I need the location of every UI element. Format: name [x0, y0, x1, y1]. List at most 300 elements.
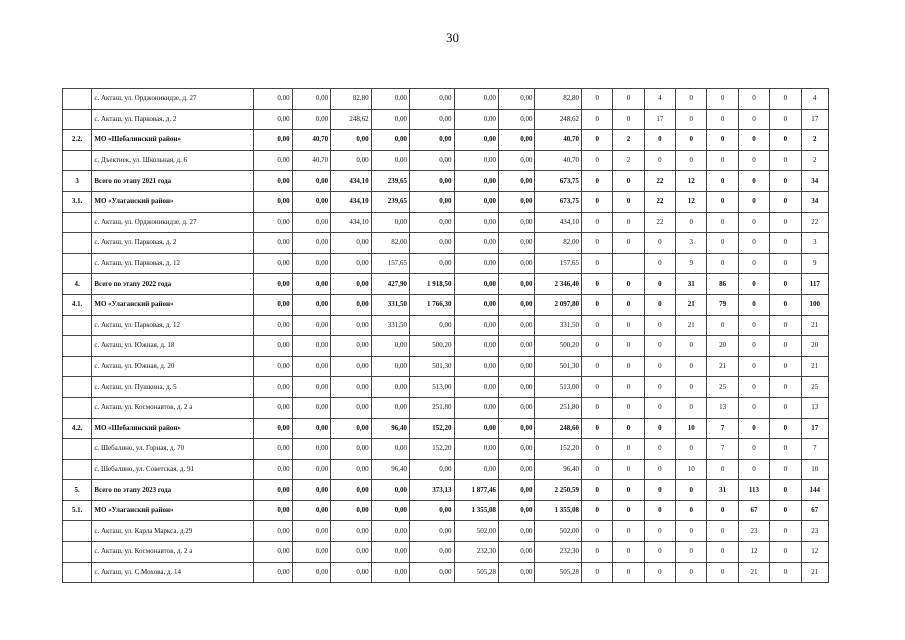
value-cell: 157,65	[371, 253, 409, 274]
count-cell: 0	[770, 89, 801, 110]
value-cell: 0,00	[499, 233, 535, 254]
value-cell: 0,00	[499, 191, 535, 212]
count-cell: 0	[707, 315, 738, 336]
count-cell: 0	[738, 89, 769, 110]
value-cell: 0,00	[410, 233, 455, 254]
count-cell: 0	[738, 336, 769, 357]
value-cell: 513,00	[410, 377, 455, 398]
count-cell: 13	[801, 397, 828, 418]
value-cell: 434,10	[331, 171, 371, 192]
value-cell: 0,00	[292, 294, 330, 315]
count-cell: 0	[613, 542, 644, 563]
count-cell: 0	[644, 356, 675, 377]
count-cell: 21	[801, 562, 828, 583]
value-cell: 0,00	[499, 89, 535, 110]
value-cell: 0,00	[254, 315, 292, 336]
value-cell: 0,00	[410, 212, 455, 233]
count-cell: 0	[738, 377, 769, 398]
value-cell: 0,00	[254, 171, 292, 192]
value-cell: 2 346,40	[535, 274, 582, 295]
count-cell: 0	[738, 274, 769, 295]
value-cell: 0,00	[410, 171, 455, 192]
value-cell: 40,70	[535, 150, 582, 171]
count-cell: 0	[644, 274, 675, 295]
value-cell: 0,00	[499, 521, 535, 542]
address-cell: с. Акташ, ул. Орджоникидзе, д. 27	[92, 89, 254, 110]
count-cell: 0	[676, 562, 707, 583]
table-row	[63, 315, 829, 336]
value-cell: 0,00	[292, 562, 330, 583]
count-cell: 0	[644, 253, 675, 274]
value-cell: 0,00	[292, 377, 330, 398]
row-number-cell	[63, 377, 92, 398]
count-cell: 0	[707, 459, 738, 480]
count-cell: 0	[707, 191, 738, 212]
value-cell: 0,00	[499, 500, 535, 521]
value-cell: 0,00	[454, 171, 499, 192]
count-cell: 0	[770, 480, 801, 501]
count-cell: 23	[738, 521, 769, 542]
count-cell: 0	[613, 439, 644, 460]
count-cell: 0	[738, 130, 769, 151]
value-cell: 0,00	[331, 459, 371, 480]
count-cell: 0	[613, 315, 644, 336]
row-number-cell	[63, 542, 92, 563]
value-cell: 0,00	[331, 500, 371, 521]
count-cell: 0	[644, 439, 675, 460]
count-cell: 0	[613, 500, 644, 521]
value-cell: 1 918,50	[410, 274, 455, 295]
address-cell: с. Акташ, ул. Южная, д. 18	[92, 336, 254, 357]
value-cell: 0,00	[331, 336, 371, 357]
count-cell: 10	[801, 459, 828, 480]
value-cell: 251,80	[410, 397, 455, 418]
value-cell: 239,65	[371, 171, 409, 192]
value-cell: 0,00	[410, 150, 455, 171]
table-row	[63, 171, 829, 192]
count-cell: 0	[770, 542, 801, 563]
value-cell: 152,20	[410, 418, 455, 439]
count-cell: 20	[801, 336, 828, 357]
row-number-cell	[63, 253, 92, 274]
value-cell: 0,00	[371, 377, 409, 398]
value-cell: 0,00	[292, 89, 330, 110]
value-cell: 0,00	[254, 191, 292, 212]
count-cell: 0	[707, 130, 738, 151]
value-cell: 82,80	[331, 89, 371, 110]
count-cell: 0	[613, 171, 644, 192]
count-cell: 0	[738, 191, 769, 212]
value-cell: 502,00	[454, 521, 499, 542]
address-cell: с. Дъектиек, ул. Школьная, д. 6	[92, 150, 254, 171]
table-row	[63, 480, 829, 501]
count-cell: 113	[738, 480, 769, 501]
count-cell: 0	[582, 253, 613, 274]
value-cell: 0,00	[454, 109, 499, 130]
address-cell: с. Шебалино, ул. Советская, д. 91	[92, 459, 254, 480]
value-cell: 0,00	[499, 274, 535, 295]
count-cell: 0	[644, 521, 675, 542]
value-cell: 0,00	[292, 171, 330, 192]
value-cell: 0,00	[254, 294, 292, 315]
value-cell: 1 355,08	[535, 500, 582, 521]
row-number-cell	[63, 397, 92, 418]
value-cell: 0,00	[254, 459, 292, 480]
count-cell: 0	[676, 212, 707, 233]
count-cell: 0	[613, 418, 644, 439]
value-cell: 0,00	[254, 521, 292, 542]
value-cell: 0,00	[331, 130, 371, 151]
value-cell: 0,00	[292, 274, 330, 295]
page-number: 30	[446, 30, 459, 45]
address-cell: Всего по этапу 2021 года	[92, 171, 254, 192]
value-cell: 0,00	[292, 500, 330, 521]
table-body	[63, 89, 829, 583]
count-cell: 0	[613, 233, 644, 254]
count-cell: 3	[676, 233, 707, 254]
value-cell: 0,00	[454, 150, 499, 171]
count-cell: 25	[707, 377, 738, 398]
count-cell: 0	[582, 459, 613, 480]
count-cell: 0	[738, 439, 769, 460]
count-cell: 2	[801, 130, 828, 151]
value-cell: 0,00	[371, 212, 409, 233]
count-cell: 0	[676, 109, 707, 130]
row-number-cell: 3	[63, 171, 92, 192]
count-cell: 0	[707, 562, 738, 583]
count-cell: 0	[770, 500, 801, 521]
count-cell: 0	[738, 418, 769, 439]
count-cell: 0	[676, 480, 707, 501]
count-cell: 0	[707, 233, 738, 254]
value-cell: 0,00	[254, 336, 292, 357]
value-cell: 0,00	[454, 212, 499, 233]
address-cell: МО «Шебалинский район»	[92, 418, 254, 439]
value-cell: 0,00	[254, 480, 292, 501]
value-cell: 0,00	[331, 562, 371, 583]
count-cell: 0	[582, 521, 613, 542]
count-cell: 22	[644, 191, 675, 212]
count-cell: 0	[676, 397, 707, 418]
count-cell: 0	[613, 294, 644, 315]
count-cell: 22	[644, 212, 675, 233]
row-number-cell	[63, 212, 92, 233]
count-cell: 0	[770, 397, 801, 418]
value-cell: 0,00	[371, 89, 409, 110]
value-cell: 0,00	[254, 253, 292, 274]
count-cell: 0	[676, 336, 707, 357]
address-cell: с. Акташ, ул. Южная, д. 20	[92, 356, 254, 377]
value-cell: 0,00	[410, 500, 455, 521]
row-number-cell	[63, 439, 92, 460]
count-cell: 0	[644, 542, 675, 563]
row-number-cell	[63, 562, 92, 583]
value-cell: 0,00	[254, 212, 292, 233]
count-cell: 67	[801, 500, 828, 521]
count-cell: 0	[738, 212, 769, 233]
value-cell: 0,00	[410, 130, 455, 151]
count-cell: 23	[801, 521, 828, 542]
count-cell: 0	[676, 500, 707, 521]
value-cell: 0,00	[454, 294, 499, 315]
value-cell: 0,00	[254, 89, 292, 110]
row-number-cell: 4.2.	[63, 418, 92, 439]
value-cell: 0,00	[499, 377, 535, 398]
count-cell: 0	[676, 89, 707, 110]
value-cell: 239,65	[371, 191, 409, 212]
address-cell: с. Акташ, ул. Парковая, д. 2	[92, 233, 254, 254]
count-cell: 0	[582, 542, 613, 563]
value-cell: 0,00	[499, 150, 535, 171]
value-cell: 1 766,30	[410, 294, 455, 315]
count-cell: 22	[801, 212, 828, 233]
value-cell: 673,75	[535, 191, 582, 212]
count-cell: 0	[707, 89, 738, 110]
count-cell: 0	[582, 500, 613, 521]
count-cell: 100	[801, 294, 828, 315]
count-cell: 0	[707, 171, 738, 192]
count-cell: 0	[613, 356, 644, 377]
count-cell: 0	[707, 500, 738, 521]
value-cell: 505,28	[454, 562, 499, 583]
count-cell: 21	[707, 356, 738, 377]
value-cell: 0,00	[371, 562, 409, 583]
count-cell: 0	[644, 397, 675, 418]
count-cell: 22	[644, 171, 675, 192]
value-cell: 0,00	[454, 377, 499, 398]
value-cell: 0,00	[292, 356, 330, 377]
value-cell: 248,62	[535, 109, 582, 130]
address-cell: МО «Улаганский район»	[92, 294, 254, 315]
count-cell: 0	[582, 480, 613, 501]
count-cell: 0	[707, 542, 738, 563]
value-cell: 0,00	[454, 130, 499, 151]
value-cell: 248,62	[331, 109, 371, 130]
value-cell: 82,00	[371, 233, 409, 254]
value-cell: 0,00	[254, 418, 292, 439]
count-cell: 7	[707, 418, 738, 439]
table-row	[63, 253, 829, 274]
value-cell: 0,00	[292, 336, 330, 357]
value-cell: 0,00	[254, 397, 292, 418]
count-cell: 79	[707, 294, 738, 315]
value-cell: 96,40	[535, 459, 582, 480]
count-cell: 0	[582, 109, 613, 130]
value-cell: 501,30	[535, 356, 582, 377]
value-cell: 0,00	[499, 294, 535, 315]
value-cell: 0,00	[371, 356, 409, 377]
value-cell: 0,00	[331, 377, 371, 398]
count-cell: 0	[582, 233, 613, 254]
value-cell: 434,10	[331, 191, 371, 212]
address-cell: с. Акташ, ул. С.Мохова, д. 14	[92, 562, 254, 583]
row-number-cell: 5.1.	[63, 500, 92, 521]
value-cell: 0,00	[454, 253, 499, 274]
value-cell: 373,13	[410, 480, 455, 501]
table-row	[63, 294, 829, 315]
count-cell: 0	[770, 521, 801, 542]
count-cell: 0	[613, 397, 644, 418]
table-row	[63, 500, 829, 521]
value-cell: 0,00	[499, 459, 535, 480]
count-cell: 0	[644, 294, 675, 315]
value-cell: 0,00	[410, 315, 455, 336]
value-cell: 0,00	[410, 459, 455, 480]
count-cell: 0	[582, 150, 613, 171]
value-cell: 0,00	[371, 397, 409, 418]
row-number-cell	[63, 336, 92, 357]
count-cell: 0	[738, 315, 769, 336]
count-cell: 0	[707, 212, 738, 233]
value-cell: 251,80	[535, 397, 582, 418]
count-cell: 0	[770, 233, 801, 254]
count-cell: 0	[582, 439, 613, 460]
table-row	[63, 418, 829, 439]
count-cell: 0	[770, 418, 801, 439]
value-cell: 0,00	[371, 109, 409, 130]
value-cell: 0,00	[410, 521, 455, 542]
count-cell: 0	[613, 212, 644, 233]
count-cell: 0	[644, 562, 675, 583]
value-cell: 0,00	[292, 459, 330, 480]
count-cell: 31	[707, 480, 738, 501]
table-row	[63, 377, 829, 398]
value-cell: 0,00	[331, 439, 371, 460]
count-cell: 0	[582, 315, 613, 336]
count-cell: 0	[770, 294, 801, 315]
value-cell: 152,20	[535, 439, 582, 460]
count-cell: 0	[613, 562, 644, 583]
value-cell: 505,28	[535, 562, 582, 583]
value-cell: 0,00	[454, 274, 499, 295]
count-cell: 0	[613, 336, 644, 357]
count-cell: 0	[582, 418, 613, 439]
value-cell: 0,00	[499, 336, 535, 357]
table-row	[63, 191, 829, 212]
row-number-cell	[63, 89, 92, 110]
count-cell: 0	[613, 459, 644, 480]
table-row	[63, 459, 829, 480]
count-cell: 4	[644, 89, 675, 110]
value-cell: 0,00	[331, 294, 371, 315]
count-cell: 0	[770, 109, 801, 130]
count-cell: 0	[770, 150, 801, 171]
count-cell: 0	[770, 562, 801, 583]
count-cell: 0	[644, 130, 675, 151]
count-cell: 17	[801, 109, 828, 130]
value-cell: 40,70	[292, 130, 330, 151]
value-cell: 0,00	[254, 500, 292, 521]
count-cell: 0	[644, 150, 675, 171]
address-cell: с. Акташ, ул. Орджоникидзе, д. 27	[92, 212, 254, 233]
value-cell: 0,00	[331, 542, 371, 563]
count-cell: 0	[738, 356, 769, 377]
count-cell: 0	[738, 397, 769, 418]
value-cell: 0,00	[371, 150, 409, 171]
count-cell: 0	[770, 336, 801, 357]
count-cell: 17	[644, 109, 675, 130]
address-cell: МО «Шебалинский район»	[92, 130, 254, 151]
count-cell: 0	[770, 315, 801, 336]
address-cell: с. Акташ, ул. Космонавтов, д. 2 а	[92, 397, 254, 418]
resettlement-table	[62, 88, 829, 583]
address-cell: МО «Улаганский район»	[92, 500, 254, 521]
address-cell: МО «Улаганский район»	[92, 191, 254, 212]
value-cell: 501,30	[410, 356, 455, 377]
count-cell: 12	[676, 191, 707, 212]
count-cell: 9	[676, 253, 707, 274]
count-cell: 0	[644, 418, 675, 439]
value-cell: 82,80	[535, 89, 582, 110]
count-cell: 0	[738, 253, 769, 274]
count-cell: 20	[707, 336, 738, 357]
value-cell: 500,20	[535, 336, 582, 357]
count-cell: 0	[582, 191, 613, 212]
value-cell: 232,30	[454, 542, 499, 563]
count-cell: 0	[582, 397, 613, 418]
value-cell: 0,00	[410, 109, 455, 130]
count-cell: 9	[801, 253, 828, 274]
row-number-cell: 2.2.	[63, 130, 92, 151]
value-cell: 0,00	[292, 109, 330, 130]
value-cell: 0,00	[499, 562, 535, 583]
value-cell: 0,00	[331, 480, 371, 501]
table-row	[63, 130, 829, 151]
count-cell: 0	[582, 171, 613, 192]
address-cell: с. Акташ, ул. Парковая, д. 2	[92, 109, 254, 130]
value-cell: 0,00	[499, 418, 535, 439]
value-cell: 152,20	[410, 439, 455, 460]
table-row	[63, 212, 829, 233]
count-cell: 21	[676, 315, 707, 336]
count-cell: 13	[707, 397, 738, 418]
value-cell: 157,65	[535, 253, 582, 274]
count-cell: 0	[676, 356, 707, 377]
count-cell: 0	[613, 274, 644, 295]
value-cell: 0,00	[454, 315, 499, 336]
count-cell: 2	[613, 150, 644, 171]
value-cell: 40,70	[292, 150, 330, 171]
value-cell: 0,00	[454, 89, 499, 110]
value-cell: 232,30	[535, 542, 582, 563]
value-cell: 0,00	[371, 439, 409, 460]
value-cell: 0,00	[254, 542, 292, 563]
value-cell: 0,00	[410, 253, 455, 274]
count-cell: 0	[738, 294, 769, 315]
count-cell: 0	[770, 253, 801, 274]
table-row	[63, 397, 829, 418]
row-number-cell	[63, 315, 92, 336]
count-cell: 12	[676, 171, 707, 192]
count-cell: 0	[613, 480, 644, 501]
count-cell: 21	[738, 562, 769, 583]
count-cell: 0	[644, 500, 675, 521]
count-cell: 0	[738, 459, 769, 480]
count-cell: 86	[707, 274, 738, 295]
table-row	[63, 89, 829, 110]
count-cell: 0	[770, 191, 801, 212]
count-cell: 3	[801, 233, 828, 254]
table-row	[63, 150, 829, 171]
count-cell: 0	[582, 336, 613, 357]
count-cell: 0	[582, 356, 613, 377]
count-cell: 0	[582, 274, 613, 295]
count-cell: 0	[770, 377, 801, 398]
count-cell: 117	[801, 274, 828, 295]
address-cell: с. Акташ, ул. Карла Маркса, д.29	[92, 521, 254, 542]
count-cell: 0	[676, 377, 707, 398]
value-cell: 0,00	[292, 521, 330, 542]
